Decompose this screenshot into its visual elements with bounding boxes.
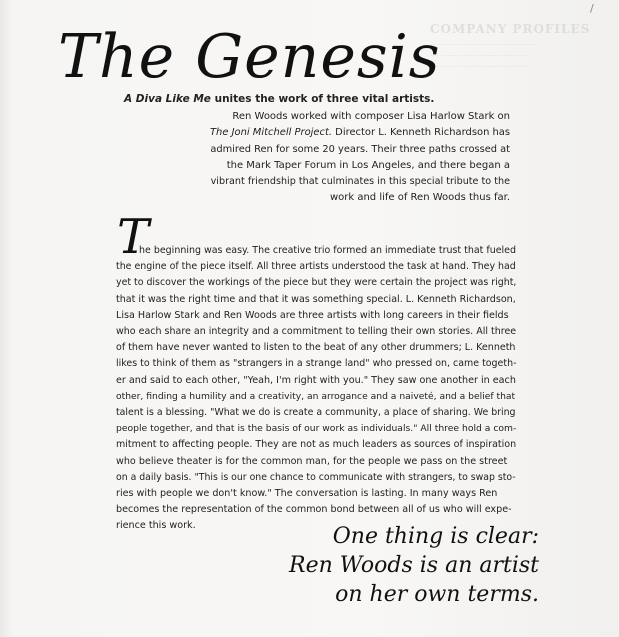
body-line: rience this work.	[116, 520, 196, 532]
body-line: on a daily basis. "This is our one chance to communicate with strangers, to swap sto-	[116, 471, 516, 483]
intro-line: vibrant friendship that culminates in this special tribute to the	[210, 176, 510, 188]
body-line: yet to discover the workings of the piece but they were certain the project was right,	[116, 277, 517, 289]
closing-line: One thing is clear:	[332, 524, 539, 549]
body-line: talent is a blessing. "What we do is create a community, a place of sharing. We bring	[116, 407, 516, 419]
corner-mark: /	[590, 2, 594, 15]
intro-line	[210, 125, 510, 141]
body-line: er and said to each other, "Yeah, I'm right with you." They saw one another in each	[116, 374, 516, 386]
closing-line: on her own terms.	[335, 582, 539, 607]
intro-paragraph	[210, 109, 510, 207]
intro-line: admired Ren for some 20 years. Their three paths crossed at	[210, 143, 510, 155]
intro-line: Ren Woods worked with composer Lisa Harlow Stark on	[232, 111, 510, 122]
subtitle-text: unites the work of three vital artists.	[210, 93, 435, 105]
body-line: he beginning was easy. The creative trio formed an immediate trust that fueled	[139, 245, 517, 256]
body-line: the engine of the piece itself. All three artists understood the task at hand. They had	[116, 261, 516, 273]
show-through-line: .............................................	[430, 50, 531, 58]
body-line: Lisa Harlow Stark and Ren Woods are three artists with long careers in their fields	[116, 309, 509, 321]
body-line: who each share an integrity and a commitment to telling their own stories. All three	[116, 326, 517, 338]
drop-cap: T	[117, 209, 150, 265]
body-line: mitment to affecting people. They are not as much leaders as sources of inspiration	[116, 439, 517, 451]
intro-line: the Mark Taper Forum in Los Angeles, and there began a	[226, 159, 510, 171]
subtitle-show-name: A Diva Like Me	[124, 93, 211, 105]
closing-line: Ren Woods is an artist	[289, 553, 539, 578]
body-line: who believe theater is for the common man, for the people we pass on the street	[116, 455, 508, 467]
show-through-line: ................................................	[430, 39, 537, 47]
body-paragraph	[116, 243, 516, 535]
body-line: likes to think of them as "strangers in a strange land" who pressed on, came togeth-	[116, 358, 517, 370]
closing-quote	[289, 522, 539, 609]
show-through-line: .............................................	[430, 61, 531, 69]
body-line: other, finding a humility and a creativity, an arrogance and a naiveté, and a belief that	[116, 390, 516, 402]
intro-line-rest: Director L. Kenneth Richardson has	[332, 127, 511, 139]
body-line: that it was the right time and that it was something special. L. Kenneth Richardson,	[116, 293, 516, 305]
body-line: people together, and that is the basis of our work as individuals." All three hold a com-	[116, 423, 517, 435]
body-line: becomes the representation of the common bond between all of us who will expe-	[116, 504, 512, 516]
intro-line: work and life of Ren Woods thus far.	[329, 192, 510, 204]
project-title: The Joni Mitchell Project.	[210, 127, 333, 139]
page-title: The Genesis	[58, 22, 441, 92]
body-line: of them have never wanted to listen to the beat of any other drummers; L. Kenneth	[116, 342, 516, 354]
show-through-text	[430, 22, 619, 92]
show-through-heading: COMPANY PROFILES	[430, 22, 591, 36]
body-line: ries with people we don't know." The conversation is lasting. In many ways Ren	[116, 488, 498, 500]
subtitle	[124, 93, 434, 105]
